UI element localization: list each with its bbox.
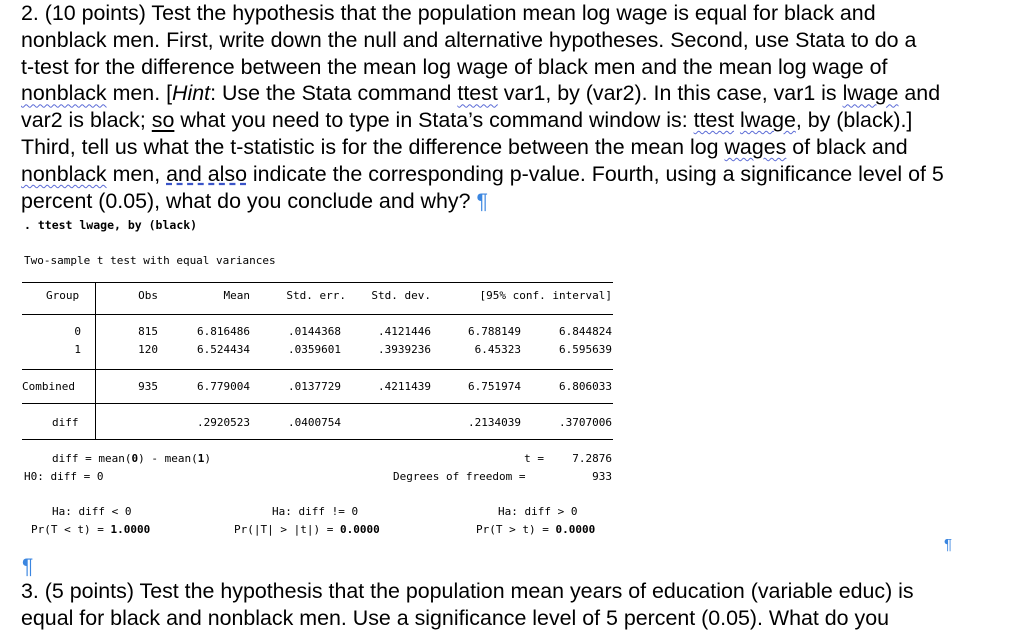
table-bottom-rule xyxy=(22,439,613,440)
combined-ci-high: 6.806033 xyxy=(559,380,612,393)
q2-line-4-text: men. [ xyxy=(106,81,173,106)
diff-ci-high: .3707006 xyxy=(559,416,612,429)
hint-label: Hint xyxy=(172,81,211,106)
p-right-label: Pr(T > t) = xyxy=(476,523,556,536)
header-std-dev: Std. dev. xyxy=(371,289,431,302)
row-1-obs: 120 xyxy=(138,343,158,356)
ha-left: Ha: diff < 0 xyxy=(52,505,132,518)
combined-ci-low: 6.751974 xyxy=(468,380,521,393)
row-1-group: 1 xyxy=(74,343,81,356)
q2-line-8-text: percent (0.05), what do you conclude and why? xyxy=(21,188,471,213)
header-conf-interval: [95% conf. interval] xyxy=(479,289,612,302)
paragraph-mark-icon: ¶ xyxy=(476,188,488,213)
spell-mark-lwage: lwage xyxy=(842,81,899,106)
header-group: Group xyxy=(46,289,80,302)
spell-mark-ttest: ttest xyxy=(457,81,498,106)
table-groups-rule xyxy=(22,369,613,370)
null-hypothesis: H0: diff = 0 xyxy=(24,470,104,483)
q2-line-6 xyxy=(21,134,1001,161)
diff-def-text: diff = mean( xyxy=(52,452,132,465)
table-combined-rule xyxy=(22,403,613,404)
t-value: 7.2876 xyxy=(572,452,612,465)
q3-line-1: 3. (5 points) Test the hypothesis that the population mean years of education (variable educ) is xyxy=(21,579,914,603)
p-two-sided xyxy=(234,523,380,536)
q2-line-4-text-2: : Use the Stata command xyxy=(210,81,458,106)
stata-test-caption: Two-sample t test with equal variances xyxy=(24,254,276,267)
spell-mark-ttest-2: ttest xyxy=(693,108,735,133)
row-1-std-err: .0359601 xyxy=(288,343,341,356)
row-1-ci-high: 6.595639 xyxy=(559,343,612,356)
t-label: t = xyxy=(524,452,544,465)
row-0-ci-high: 6.844824 xyxy=(559,325,612,338)
row-0-std-err: .0144368 xyxy=(288,325,341,338)
diff-std-err: .0400754 xyxy=(288,416,341,429)
diff-ci-low: .2134039 xyxy=(468,416,521,429)
stata-command: . ttest lwage, by (black) xyxy=(24,218,198,232)
ha-right: Ha: diff > 0 xyxy=(498,505,578,518)
q2-line-3: t-test for the difference between the mean log wage of black men and the mean log wage of xyxy=(21,54,888,79)
q2-line-7 xyxy=(21,161,1001,188)
ha-two-sided: Ha: diff != 0 xyxy=(272,505,359,518)
row-1-ci-low: 6.45323 xyxy=(474,343,521,356)
p-mid-label: Pr(|T| > |t|) = xyxy=(234,523,340,536)
q2-line-6-text-2: of black and xyxy=(786,134,908,159)
row-1-std-dev: .3939236 xyxy=(378,343,431,356)
q2-line-5 xyxy=(21,107,1001,134)
diff-def-text-2: ) - mean( xyxy=(138,452,198,465)
q2-line-8 xyxy=(21,188,1001,215)
combined-std-err: .0137729 xyxy=(288,380,341,393)
diff-def-close: ) xyxy=(204,452,211,465)
question-2-text xyxy=(21,0,1001,214)
row-0-mean: 6.816486 xyxy=(197,325,250,338)
paragraph-mark-icon-empty-line: ¶ xyxy=(22,555,34,578)
q2-line-4-text-3: var1, by (var2). In this case, var1 is xyxy=(497,81,843,106)
header-mean: Mean xyxy=(223,289,250,302)
header-obs: Obs xyxy=(138,289,158,302)
p-left xyxy=(31,523,150,536)
q2-line-5-text-3: , by (black).] xyxy=(795,108,913,133)
q2-line-2: nonblack men. First, write down the null and alternative hypotheses. Second, use Stata to do a xyxy=(21,27,917,52)
diff-mean: .2920523 xyxy=(197,416,250,429)
dof-label: Degrees of freedom = xyxy=(393,470,526,483)
q2-line-7-text: men, xyxy=(106,161,167,186)
diff-def-one: 1 xyxy=(197,452,205,465)
combined-std-dev: .4211439 xyxy=(378,380,431,393)
q2-line-4 xyxy=(21,80,1001,107)
grammar-mark-so: so xyxy=(151,108,175,133)
table-top-rule xyxy=(22,282,613,283)
combined-mean: 6.779004 xyxy=(197,380,250,393)
spell-mark-lwage-2: lwage xyxy=(739,108,796,133)
table-column-divider xyxy=(95,282,96,439)
diff-definition xyxy=(52,452,211,465)
grammar-mark-and-also: and also xyxy=(166,161,247,186)
q2-line-1: 2. (10 points) Test the hypothesis that the population mean log wage is equal for black and xyxy=(21,1,876,25)
combined-obs: 935 xyxy=(138,380,158,393)
spell-mark-wages: wages xyxy=(724,134,787,159)
row-1-mean: 6.524434 xyxy=(197,343,250,356)
paragraph-mark-icon-right: ¶ xyxy=(944,536,953,553)
header-std-err: Std. err. xyxy=(286,289,346,302)
row-0-std-dev: .4121446 xyxy=(378,325,431,338)
table-header-rule xyxy=(22,314,613,315)
p-right-value: 0.0000 xyxy=(555,523,596,536)
row-0-group: 0 xyxy=(74,325,81,338)
p-mid-value: 0.0000 xyxy=(339,523,380,536)
q2-line-6-text: Third, tell us what the t-statistic is for the difference between the mean log xyxy=(21,134,725,159)
row-0-obs: 815 xyxy=(138,325,158,338)
question-3-text xyxy=(21,578,1001,632)
p-left-value: 1.0000 xyxy=(110,523,151,536)
combined-group: Combined xyxy=(22,380,75,393)
q2-line-5-text-2: what you need to type in Stata’s command window is: xyxy=(174,108,694,133)
row-0-ci-low: 6.788149 xyxy=(468,325,521,338)
p-right xyxy=(476,523,595,536)
spell-mark-nonblack: nonblack xyxy=(21,81,107,106)
q3-line-2: equal for black and nonblack men. Use a significance level of 5 percent (0.05). What do you xyxy=(21,605,890,630)
spell-mark-nonblack-2: nonblack xyxy=(21,161,107,186)
q2-line-7-text-2: indicate the corresponding p-value. Fourth, using a significance level of 5 xyxy=(246,161,944,186)
diff-group: diff xyxy=(52,416,79,429)
q2-line-5-text: var2 is black; xyxy=(21,108,152,133)
q2-line-4-text-4: and xyxy=(898,81,941,106)
p-left-label: Pr(T < t) = xyxy=(31,523,111,536)
dof-value: 933 xyxy=(592,470,612,483)
diff-def-zero: 0 xyxy=(131,452,139,465)
